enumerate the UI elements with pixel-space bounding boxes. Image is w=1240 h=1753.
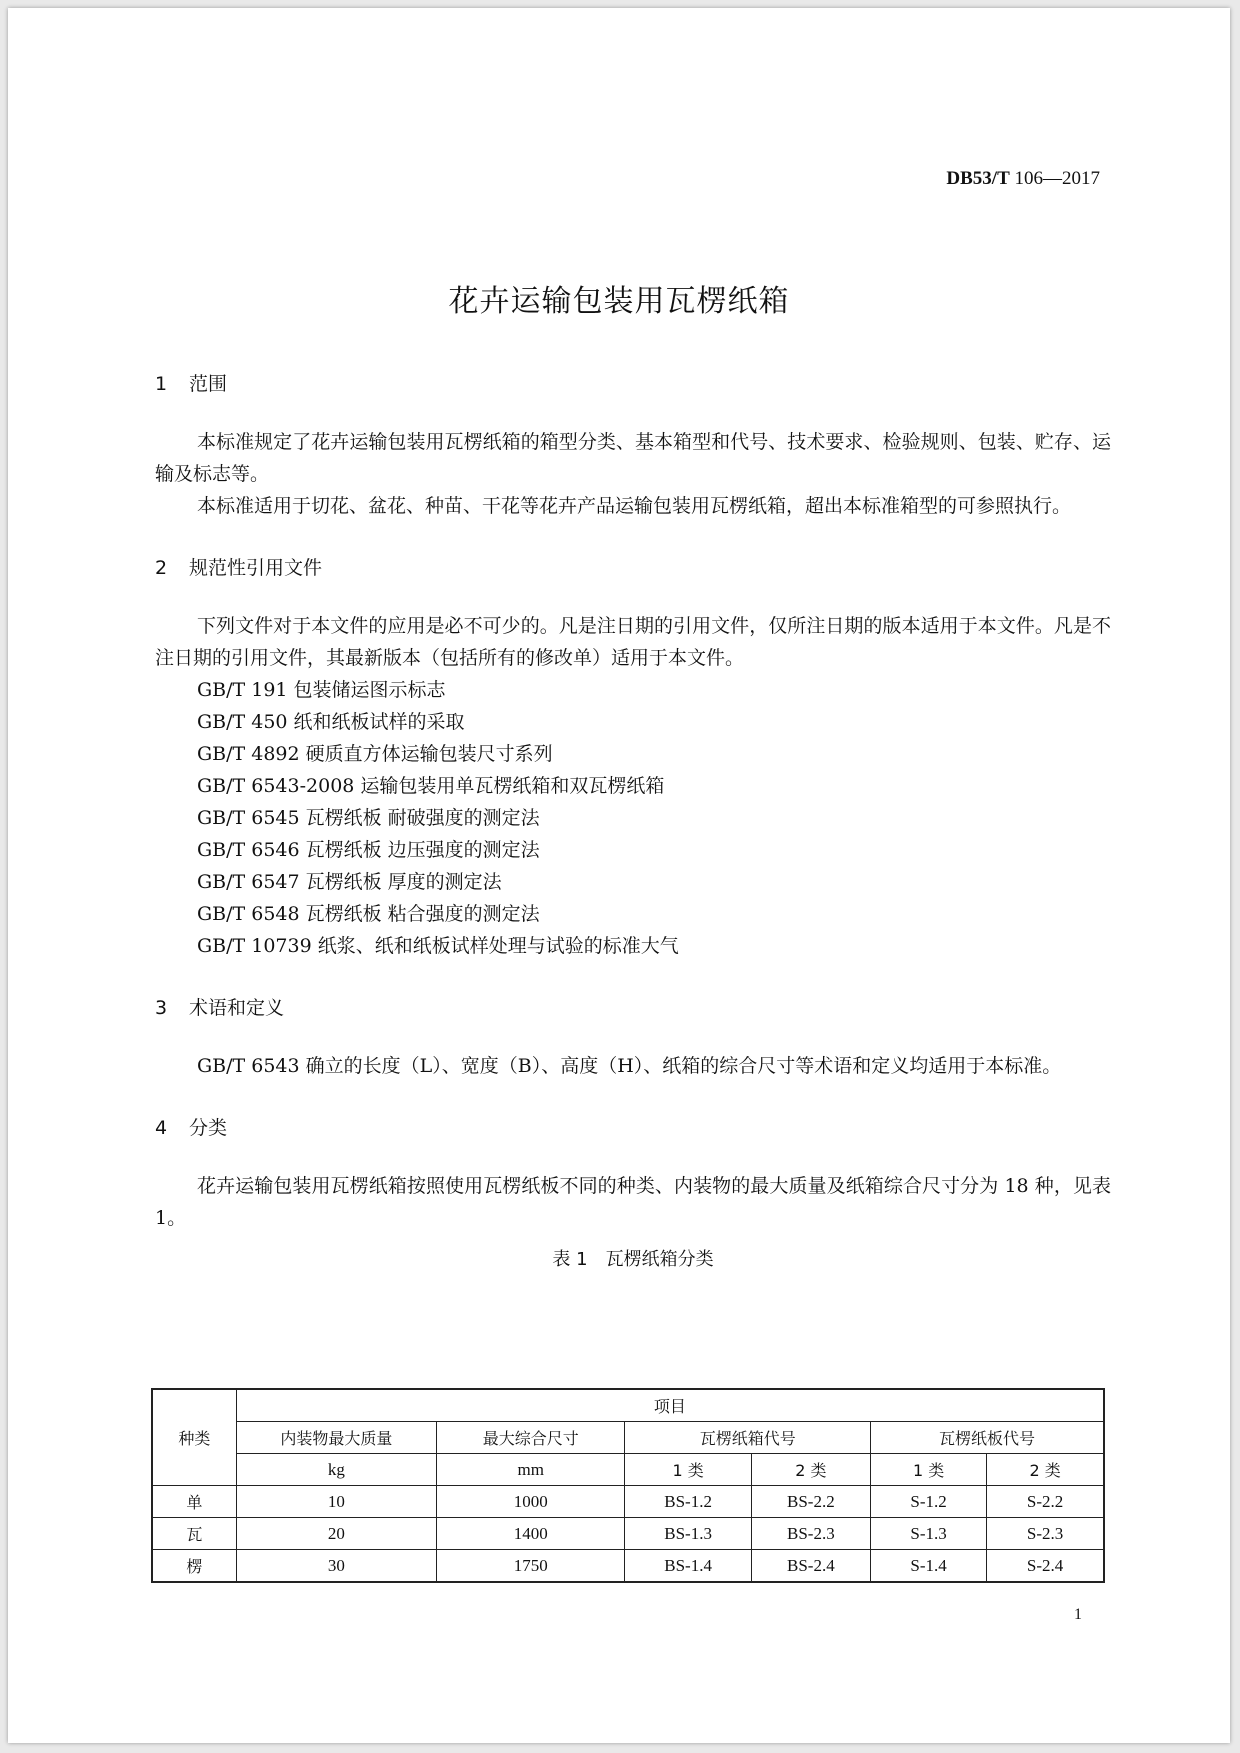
section-number: 2 <box>155 557 168 579</box>
cell-box-code-1: BS-1.2 <box>625 1486 751 1518</box>
cell-board-code-2: S-2.4 <box>987 1550 1104 1583</box>
header-class-2: 2 类 <box>987 1454 1104 1486</box>
section-4-heading <box>155 1112 1111 1144</box>
paragraph: GB/T 6543 确立的长度（L）、宽度（B）、高度（H）、纸箱的综合尺寸等术语和定义均适用于本标准。 <box>197 1055 1062 1077</box>
table-caption-number: 表 1 <box>552 1249 588 1270</box>
cell-board-code-1: S-1.2 <box>870 1486 986 1518</box>
table-caption <box>155 1244 1111 1276</box>
paragraph: 花卉运输包装用瓦楞纸箱按照使用瓦楞纸板不同的种类、内装物的最大质量及纸箱综合尺寸分为 18 种，见表 1。 <box>155 1175 1111 1229</box>
standard-code-suffix: 106—2017 <box>1014 168 1100 189</box>
cell-box-code-1: BS-1.3 <box>625 1518 751 1550</box>
table-caption-title: 瓦楞纸箱分类 <box>605 1249 714 1270</box>
standard-code-prefix: DB53/T <box>946 168 1010 189</box>
cell-box-code-2: BS-2.2 <box>751 1486 870 1518</box>
paragraph: 下列文件对于本文件的应用是必不可少的。凡是注日期的引用文件，仅所注日期的版本适用于本文件。凡是不注日期的引用文件，其最新版本（包括所有的修改单）适用于本文件。 <box>155 615 1111 669</box>
cell-board-code-2: S-2.2 <box>987 1486 1104 1518</box>
header-mass-unit: kg <box>236 1454 436 1486</box>
table-row <box>152 1550 1104 1583</box>
section-title: 范围 <box>189 373 228 395</box>
document-page <box>8 8 1230 1743</box>
reference-item: GB/T 6546 瓦楞纸板 边压强度的测定法 <box>197 839 540 861</box>
document-title: 花卉运输包装用瓦楞纸箱 <box>448 284 790 319</box>
cell-mass: 30 <box>236 1550 436 1583</box>
cell-box-code-2: BS-2.3 <box>751 1518 870 1550</box>
page-number: 1 <box>1074 1606 1082 1623</box>
header-class-1: 1 类 <box>870 1454 986 1486</box>
header-class-2: 2 类 <box>751 1454 870 1486</box>
reference-item: GB/T 6548 瓦楞纸板 粘合强度的测定法 <box>197 903 540 925</box>
reference-item: GB/T 450 纸和纸板试样的采取 <box>197 711 465 733</box>
cell-kind: 楞 <box>152 1550 236 1583</box>
section-title: 规范性引用文件 <box>189 557 323 579</box>
cell-board-code-1: S-1.3 <box>870 1518 986 1550</box>
cell-board-code-2: S-2.3 <box>987 1518 1104 1550</box>
section-title: 分类 <box>189 1117 228 1139</box>
header-class-1: 1 类 <box>625 1454 751 1486</box>
paragraph: 本标准适用于切花、盆花、种苗、干花等花卉产品运输包装用瓦楞纸箱，超出本标准箱型的可参照执行。 <box>197 495 1072 517</box>
reference-item: GB/T 6543-2008 运输包装用单瓦楞纸箱和双瓦楞纸箱 <box>197 775 665 797</box>
section-2-heading <box>155 552 1111 584</box>
classification-table <box>151 1388 1105 1583</box>
cell-size: 1400 <box>437 1518 625 1550</box>
standard-code <box>946 168 1100 190</box>
cell-box-code-2: BS-2.4 <box>751 1550 870 1583</box>
header-size: 最大综合尺寸 <box>437 1422 625 1454</box>
header-board-code: 瓦楞纸板代号 <box>870 1422 1104 1454</box>
cell-board-code-1: S-1.4 <box>870 1550 986 1583</box>
cell-kind: 单 <box>152 1486 236 1518</box>
cell-mass: 20 <box>236 1518 436 1550</box>
reference-item: GB/T 6545 瓦楞纸板 耐破强度的测定法 <box>197 807 540 829</box>
header-item: 项目 <box>236 1389 1104 1422</box>
header-box-code: 瓦楞纸箱代号 <box>625 1422 871 1454</box>
table-row <box>152 1486 1104 1518</box>
cell-mass: 10 <box>236 1486 436 1518</box>
cell-kind: 瓦 <box>152 1518 236 1550</box>
reference-item: GB/T 191 包装储运图示标志 <box>197 679 446 701</box>
header-mass: 内装物最大质量 <box>236 1422 436 1454</box>
header-size-unit: mm <box>437 1454 625 1486</box>
cell-box-code-1: BS-1.4 <box>625 1550 751 1583</box>
document-body <box>155 368 1111 1288</box>
section-1-heading <box>155 368 1111 400</box>
reference-item: GB/T 6547 瓦楞纸板 厚度的测定法 <box>197 871 502 893</box>
section-number: 3 <box>155 997 168 1019</box>
section-number: 4 <box>155 1117 168 1139</box>
section-title: 术语和定义 <box>189 997 285 1019</box>
reference-item: GB/T 4892 硬质直方体运输包装尺寸系列 <box>197 743 553 765</box>
header-kind: 种类 <box>152 1389 236 1486</box>
paragraph: 本标准规定了花卉运输包装用瓦楞纸箱的箱型分类、基本箱型和代号、技术要求、检验规则、包装、贮存、运输及标志等。 <box>155 431 1111 485</box>
reference-item: GB/T 10739 纸浆、纸和纸板试样处理与试验的标准大气 <box>197 935 679 957</box>
cell-size: 1000 <box>437 1486 625 1518</box>
cell-size: 1750 <box>437 1550 625 1583</box>
section-3-heading <box>155 992 1111 1024</box>
section-number: 1 <box>155 373 168 395</box>
table-row <box>152 1518 1104 1550</box>
